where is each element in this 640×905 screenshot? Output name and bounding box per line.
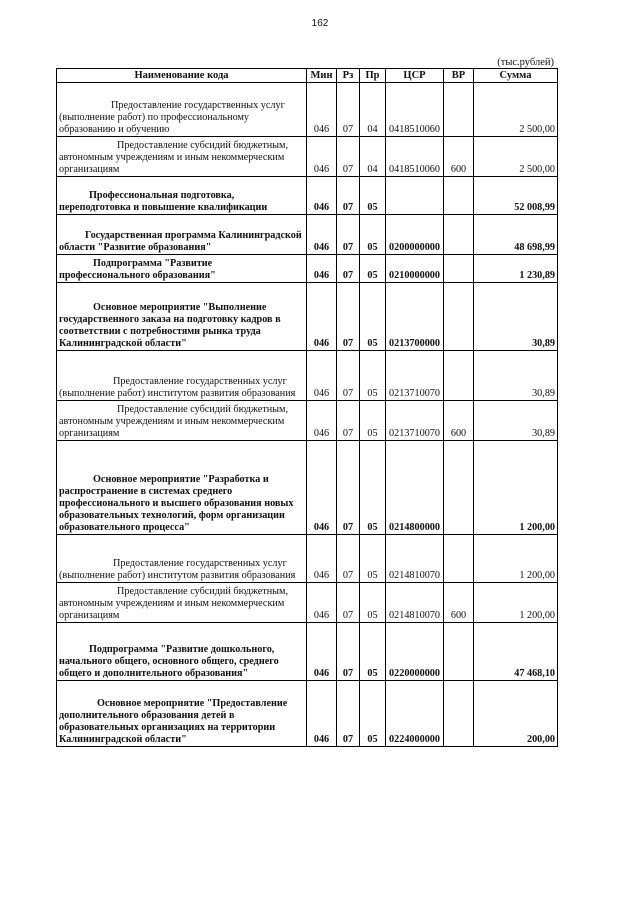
table-row bbox=[57, 535, 558, 583]
row-vr bbox=[444, 623, 474, 681]
row-min: 046 bbox=[307, 535, 337, 583]
table-row bbox=[57, 623, 558, 681]
row-pr: 05 bbox=[360, 681, 386, 747]
row-pr: 05 bbox=[360, 351, 386, 401]
row-sum: 200,00 bbox=[474, 681, 558, 747]
row-pr: 05 bbox=[360, 215, 386, 255]
table-row bbox=[57, 215, 558, 255]
row-rz: 07 bbox=[337, 441, 360, 535]
row-min: 046 bbox=[307, 177, 337, 215]
row-vr: 600 bbox=[444, 583, 474, 623]
row-name: Предоставление субсидий бюджетным, автономным учреждениям и иным некоммерческим организациям bbox=[57, 137, 307, 177]
page-number: 162 bbox=[311, 18, 329, 29]
header-sum: Сумма bbox=[474, 69, 558, 83]
table-row bbox=[57, 255, 558, 283]
row-vr bbox=[444, 681, 474, 747]
budget-table bbox=[56, 68, 558, 747]
row-name: Государственная программа Калининградской области "Развитие образования" bbox=[57, 215, 307, 255]
row-min: 046 bbox=[307, 283, 337, 351]
table-row bbox=[57, 681, 558, 747]
row-csr bbox=[386, 177, 444, 215]
row-pr: 05 bbox=[360, 441, 386, 535]
row-csr: 0214810070 bbox=[386, 583, 444, 623]
row-name: Основное мероприятие "Разработка и распространение в системах среднего профессионального и высшего образования новых образовательных технологий, форм организации образовательного процесса" bbox=[57, 441, 307, 535]
row-sum: 30,89 bbox=[474, 283, 558, 351]
header-vr: ВР bbox=[444, 69, 474, 83]
row-name: Предоставление государственных услуг (выполнение работ) институтом развития образования bbox=[57, 351, 307, 401]
row-rz: 07 bbox=[337, 351, 360, 401]
row-rz: 07 bbox=[337, 583, 360, 623]
header-pr: Пр bbox=[360, 69, 386, 83]
row-min: 046 bbox=[307, 623, 337, 681]
row-min: 046 bbox=[307, 401, 337, 441]
header-name: Наименование кода bbox=[57, 69, 307, 83]
row-csr: 0214810070 bbox=[386, 535, 444, 583]
row-rz: 07 bbox=[337, 681, 360, 747]
table-row bbox=[57, 137, 558, 177]
row-pr: 05 bbox=[360, 535, 386, 583]
row-rz: 07 bbox=[337, 255, 360, 283]
row-vr bbox=[444, 535, 474, 583]
row-vr bbox=[444, 441, 474, 535]
row-name: Основное мероприятие "Выполнение государственного заказа на подготовку кадров в соответствии с потребностями рынка труда Калининградской области" bbox=[57, 283, 307, 351]
row-csr: 0418510060 bbox=[386, 137, 444, 177]
row-vr bbox=[444, 283, 474, 351]
row-name: Предоставление субсидий бюджетным, автономным учреждениям и иным некоммерческим организациям bbox=[57, 401, 307, 441]
header-rz: Рз bbox=[337, 69, 360, 83]
row-rz: 07 bbox=[337, 215, 360, 255]
row-csr: 0200000000 bbox=[386, 215, 444, 255]
row-vr bbox=[444, 177, 474, 215]
table-row bbox=[57, 441, 558, 535]
row-csr: 0220000000 bbox=[386, 623, 444, 681]
row-name: Предоставление субсидий бюджетным, автономным учреждениям и иным некоммерческим организациям bbox=[57, 583, 307, 623]
row-rz: 07 bbox=[337, 623, 360, 681]
row-sum: 30,89 bbox=[474, 351, 558, 401]
row-pr: 05 bbox=[360, 283, 386, 351]
header-min: Мин bbox=[307, 69, 337, 83]
row-csr: 0224000000 bbox=[386, 681, 444, 747]
row-csr: 0214800000 bbox=[386, 441, 444, 535]
row-name: Подпрограмма "Развитие дошкольного, начального общего, основного общего, среднего общего и дополнительного образования" bbox=[57, 623, 307, 681]
row-min: 046 bbox=[307, 681, 337, 747]
row-vr bbox=[444, 255, 474, 283]
table-row bbox=[57, 351, 558, 401]
row-pr: 05 bbox=[360, 583, 386, 623]
row-min: 046 bbox=[307, 215, 337, 255]
row-rz: 07 bbox=[337, 283, 360, 351]
row-name: Основное мероприятие "Предоставление дополнительного образования детей в образовательных организациях на территории Калининградской области" bbox=[57, 681, 307, 747]
row-vr: 600 bbox=[444, 137, 474, 177]
row-csr: 0213710070 bbox=[386, 351, 444, 401]
row-sum: 1 200,00 bbox=[474, 441, 558, 535]
row-name: Предоставление государственных услуг (выполнение работ) институтом развития образования bbox=[57, 535, 307, 583]
row-vr bbox=[444, 351, 474, 401]
row-min: 046 bbox=[307, 83, 337, 137]
row-sum: 1 200,00 bbox=[474, 583, 558, 623]
row-min: 046 bbox=[307, 583, 337, 623]
row-rz: 07 bbox=[337, 83, 360, 137]
row-vr bbox=[444, 83, 474, 137]
row-rz: 07 bbox=[337, 137, 360, 177]
table-row bbox=[57, 401, 558, 441]
row-min: 046 bbox=[307, 255, 337, 283]
row-sum: 48 698,99 bbox=[474, 215, 558, 255]
header-csr: ЦСР bbox=[386, 69, 444, 83]
table-row bbox=[57, 583, 558, 623]
table-header-row bbox=[57, 69, 558, 83]
row-rz: 07 bbox=[337, 177, 360, 215]
row-vr: 600 bbox=[444, 401, 474, 441]
row-name: Подпрограмма "Развитие профессионального образования" bbox=[57, 255, 307, 283]
table-row bbox=[57, 83, 558, 137]
row-name: Профессиональная подготовка, переподготовка и повышение квалификации bbox=[57, 177, 307, 215]
units-label: (тыс.рублей) bbox=[497, 57, 554, 68]
row-sum: 30,89 bbox=[474, 401, 558, 441]
row-pr: 05 bbox=[360, 623, 386, 681]
row-vr bbox=[444, 215, 474, 255]
row-sum: 2 500,00 bbox=[474, 137, 558, 177]
row-min: 046 bbox=[307, 137, 337, 177]
row-min: 046 bbox=[307, 351, 337, 401]
row-min: 046 bbox=[307, 441, 337, 535]
row-pr: 04 bbox=[360, 83, 386, 137]
row-sum: 47 468,10 bbox=[474, 623, 558, 681]
row-rz: 07 bbox=[337, 401, 360, 441]
row-csr: 0418510060 bbox=[386, 83, 444, 137]
row-pr: 05 bbox=[360, 177, 386, 215]
row-sum: 1 230,89 bbox=[474, 255, 558, 283]
row-sum: 1 200,00 bbox=[474, 535, 558, 583]
row-sum: 52 008,99 bbox=[474, 177, 558, 215]
row-csr: 0210000000 bbox=[386, 255, 444, 283]
row-sum: 2 500,00 bbox=[474, 83, 558, 137]
row-name: Предоставление государственных услуг (выполнение работ) по профессиональному образованию и обучению bbox=[57, 83, 307, 137]
table-row bbox=[57, 283, 558, 351]
row-csr: 0213700000 bbox=[386, 283, 444, 351]
row-pr: 04 bbox=[360, 137, 386, 177]
row-pr: 05 bbox=[360, 255, 386, 283]
row-pr: 05 bbox=[360, 401, 386, 441]
row-rz: 07 bbox=[337, 535, 360, 583]
table-row bbox=[57, 177, 558, 215]
row-csr: 0213710070 bbox=[386, 401, 444, 441]
